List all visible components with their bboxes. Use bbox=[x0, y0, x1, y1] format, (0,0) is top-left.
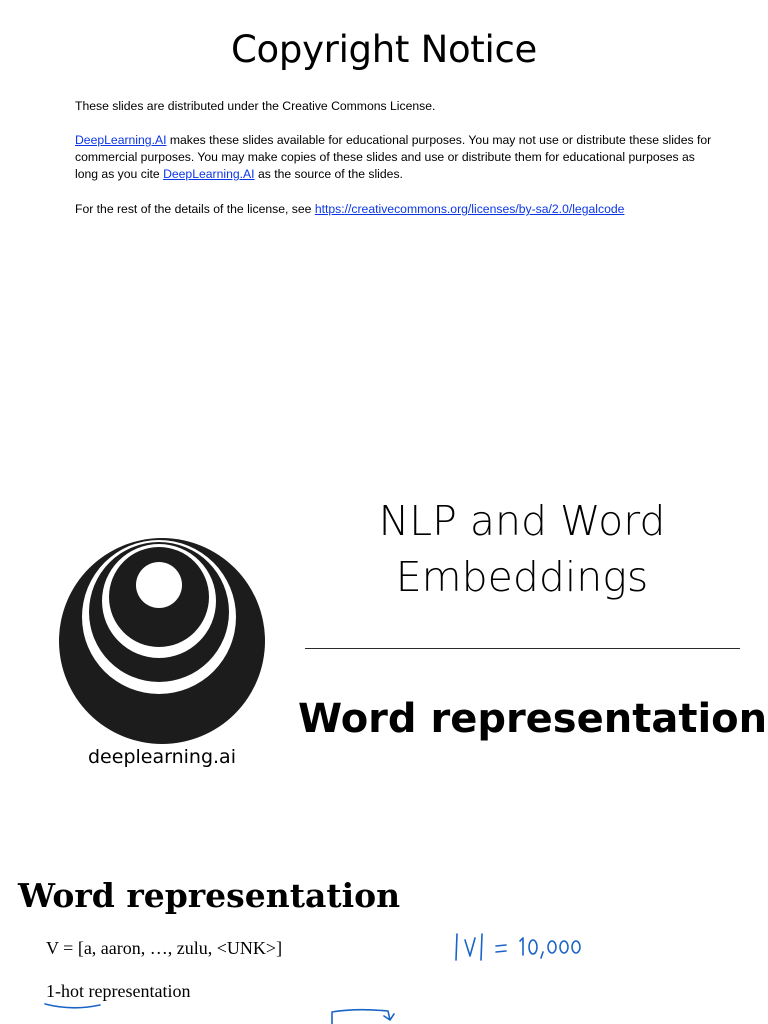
deeplearning-ai-link[interactable]: DeepLearning.AI bbox=[75, 133, 167, 147]
usage-paragraph bbox=[75, 132, 715, 183]
deeplearning-logo-icon bbox=[58, 537, 266, 745]
lecture-title: Word representation bbox=[298, 696, 768, 742]
logo-wordmark: deeplearning.ai bbox=[88, 746, 236, 768]
handwritten-underline bbox=[42, 1000, 104, 1012]
vocabulary-definition: V = [a, aaron, …, zulu, <UNK>] bbox=[46, 938, 283, 958]
one-hot-heading: 1-hot representation bbox=[46, 981, 191, 1001]
license-statement: These slides are distributed under the Creative Commons License. bbox=[75, 99, 436, 113]
deck-title bbox=[304, 493, 740, 605]
copyright-title: Copyright Notice bbox=[231, 28, 537, 71]
usage-text-2: as the source of the slides. bbox=[254, 167, 403, 181]
deck-title-line-2: Embeddings bbox=[395, 553, 649, 601]
usage-text-1: makes these slides available for educational purposes. You may not use or distribute these slides for commercial purposes. You may make copies of these slides and use or distribute them for educational purposes as long as you cite bbox=[75, 133, 712, 181]
license-details-paragraph bbox=[75, 201, 715, 218]
deck-title-line-1: NLP and Word bbox=[378, 497, 666, 545]
license-url-link[interactable]: https://creativecommons.org/licenses/by-sa/2.0/legalcode bbox=[314, 202, 625, 216]
license-details-text: For the rest of the details of the license, see bbox=[75, 202, 315, 216]
handwritten-vocab-size bbox=[452, 930, 592, 964]
deeplearning-ai-link-2[interactable]: DeepLearning.AI bbox=[163, 167, 255, 181]
handwritten-bracket bbox=[326, 1006, 400, 1024]
slide-title: Word representation bbox=[18, 876, 401, 915]
title-divider bbox=[305, 648, 740, 649]
